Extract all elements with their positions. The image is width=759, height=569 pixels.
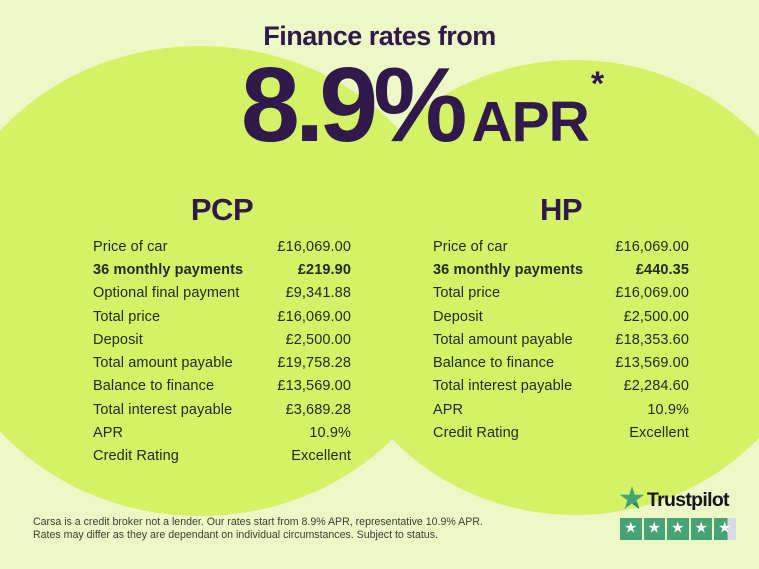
legal-disclaimer (33, 516, 483, 541)
star-box-half-icon: ★ (714, 518, 736, 540)
table-row (433, 328, 689, 351)
star-box-full-icon: ★ (644, 518, 666, 540)
table-row (93, 421, 351, 444)
row-label: Price of car (433, 238, 508, 255)
row-value: £16,069.00 (277, 238, 351, 255)
row-label: Optional final payment (93, 285, 240, 302)
row-value: £19,758.28 (277, 355, 351, 372)
trustpilot-star-icon (620, 486, 644, 514)
table-row (93, 305, 351, 328)
row-label: Credit Rating (93, 448, 179, 465)
star-box-full-icon: ★ (691, 518, 713, 540)
row-value: £16,069.00 (615, 238, 689, 255)
row-label: Total amount payable (433, 331, 573, 348)
trustpilot-logo (620, 486, 740, 514)
row-value: Excellent (291, 448, 351, 465)
apr-headline (0, 46, 759, 164)
star-box-full-icon: ★ (667, 518, 689, 540)
row-label: Deposit (433, 308, 483, 325)
row-label: Balance to finance (93, 378, 215, 395)
row-value: £219.90 (297, 261, 351, 278)
row-label: 36 monthly payments (93, 261, 244, 278)
row-value: 10.9% (647, 401, 689, 418)
pcp-rows (93, 235, 351, 468)
row-label: APR (93, 425, 124, 442)
row-label: Total interest payable (433, 378, 573, 395)
table-row (433, 235, 689, 258)
row-value: £2,500.00 (285, 331, 351, 348)
row-label: Price of car (93, 238, 168, 255)
row-label: APR (433, 401, 464, 418)
table-row (93, 235, 351, 258)
table-row (433, 398, 689, 421)
star-box-full-icon: ★ (620, 518, 642, 540)
table-row (433, 282, 689, 305)
table-row (93, 375, 351, 398)
row-label: Total price (93, 308, 161, 325)
row-value: £16,069.00 (615, 285, 689, 302)
row-value: £440.35 (635, 261, 689, 278)
row-value: £2,500.00 (623, 308, 689, 325)
row-value: Excellent (629, 425, 689, 442)
table-row (93, 258, 351, 281)
page-title: Finance rates from (263, 21, 496, 51)
row-label: Credit Rating (433, 425, 519, 442)
disclaimer-line-2: Rates may differ as they are dependant on individual circumstances. Subject to status. (33, 528, 438, 541)
row-label: 36 monthly payments (433, 261, 584, 278)
table-row (93, 328, 351, 351)
table-row (433, 305, 689, 328)
row-value: £16,069.00 (277, 308, 351, 325)
row-value: £2,284.60 (623, 378, 689, 395)
row-value: £13,569.00 (277, 378, 351, 395)
table-row (93, 445, 351, 468)
headline-rate: 8.9% (240, 46, 463, 164)
table-row (433, 351, 689, 374)
pcp-title: PCP (190, 192, 254, 227)
row-label: Balance to finance (433, 355, 555, 372)
table-row (433, 421, 689, 444)
trustpilot-rating-4-5-stars (620, 518, 740, 540)
row-value: £3,689.28 (285, 401, 351, 418)
row-value: 10.9% (309, 425, 351, 442)
table-row (433, 258, 689, 281)
trustpilot-widget (620, 486, 740, 540)
row-label: Total amount payable (93, 355, 233, 372)
hp-finance-table (433, 194, 689, 445)
table-row (93, 351, 351, 374)
table-row (93, 398, 351, 421)
disclaimer-line-1: Carsa is a credit broker not a lender. Our rates start from 8.9% APR, representative 10.9% APR. (33, 516, 483, 528)
pcp-finance-table (93, 194, 351, 468)
row-value: £13,569.00 (615, 355, 689, 372)
row-value: £9,341.88 (285, 285, 351, 302)
table-row (93, 282, 351, 305)
headline-apr-label: APR (471, 90, 589, 154)
trustpilot-brand-name: Trustpilot (647, 488, 729, 511)
row-label: Total interest payable (93, 401, 233, 418)
table-row (433, 375, 689, 398)
row-label: Total price (433, 285, 501, 302)
row-value: £18,353.60 (615, 331, 689, 348)
hp-title: HP (539, 192, 583, 227)
headline-footnote-marker: * (590, 65, 605, 103)
row-label: Deposit (93, 331, 143, 348)
hp-rows (433, 235, 689, 445)
